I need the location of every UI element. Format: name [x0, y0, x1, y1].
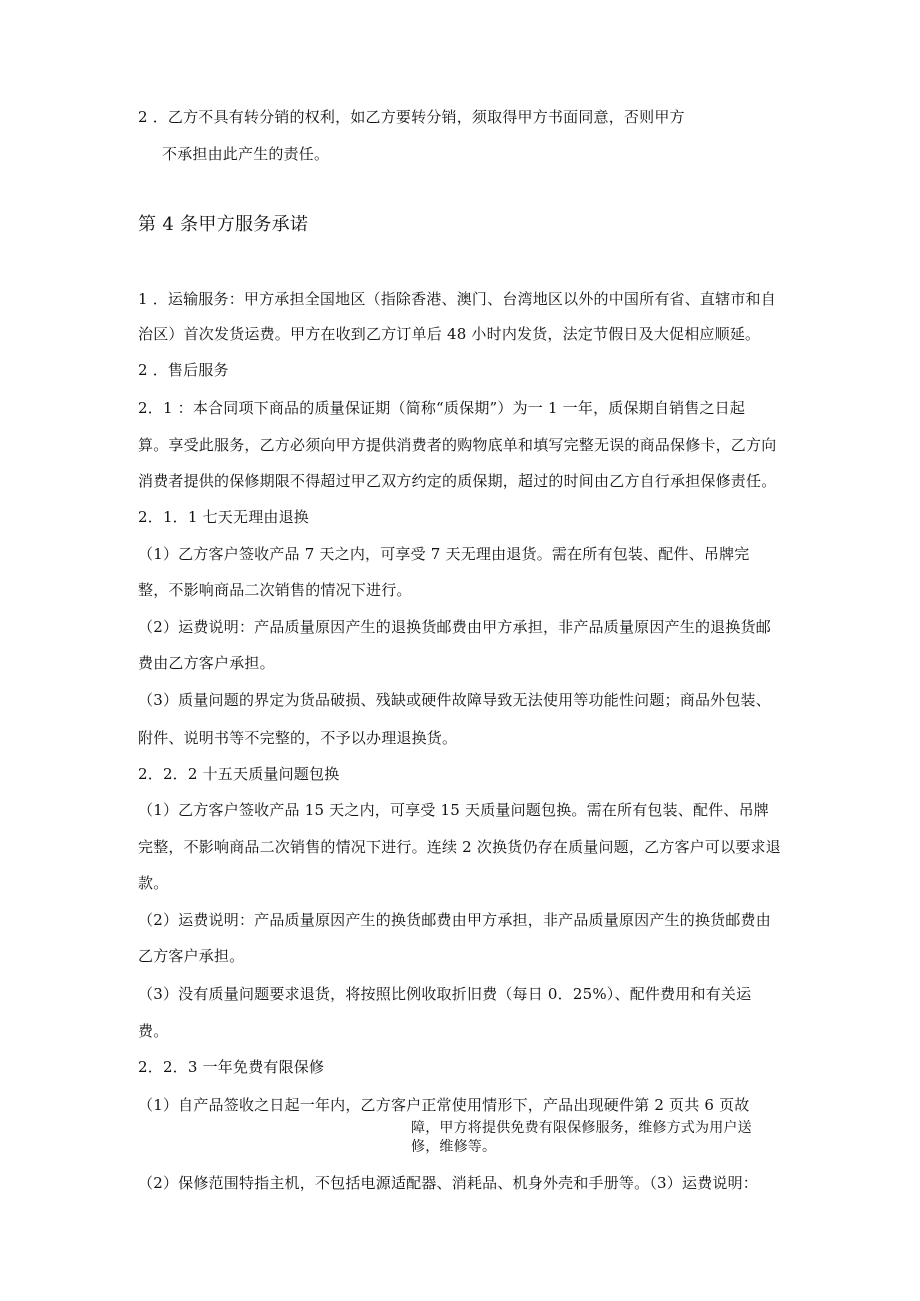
section-2-2-2-item-1-line-2: 完整，不影响商品二次销售的情况下进行。连续 2 次换货仍存在质量问题，乙方客户可以要求退 — [138, 838, 781, 856]
section-2-2-3-item-1-line-2: 障，甲方将提供免费有限保修服务，维修方式为用户送 — [411, 1120, 752, 1136]
section-2-2-2-item-2-line-1: （2）运费说明：产品质量原因产生的换货邮费由甲方承担，非产品质量原因产生的换货邮费由 — [138, 911, 771, 929]
section-2-heading: 2 ．售后服务 — [138, 361, 229, 379]
clause-2-line-2: 不承担由此产生的责任。 — [162, 145, 330, 163]
section-2-2-3-item-2-line-1: （2）保修范围特指主机，不包括电源适配器、消耗品、机身外壳和手册等。（3）运费说明： — [138, 1174, 758, 1192]
section-2-1-1-item-2-line-1: （2）运费说明：产品质量原因产生的退换货邮费由甲方承担，非产品质量原因产生的退换货邮 — [138, 618, 771, 636]
section-2-1-1-item-3-line-2: 附件、说明书等不完整的，不予以办理退换货。 — [138, 729, 458, 747]
section-2-2-2-item-3-line-1: （3）没有质量问题要求退货，将按照比例收取折旧费（每日 0．25%）、配件费用和有关运 — [138, 985, 752, 1003]
section-2-2-3-item-1-line-1: （1）自产品签收之日起一年内，乙方客户正常使用情形下，产品出现硬件第 2 页共 6 页故 — [138, 1096, 750, 1114]
section-2-1-line-1: 2．1 ：本合同项下商品的质量保证期（简称“质保期”）为一 1 一年，质保期自销售之日起 — [138, 399, 746, 417]
section-2-1-line-2: 算。享受此服务，乙方必须向甲方提供消费者的购物底单和填写完整无误的商品保修卡，乙方向 — [138, 436, 777, 454]
section-2-1-line-3: 消费者提供的保修期限不得超过甲乙双方约定的质保期，超过的时间由乙方自行承担保修责任。 — [138, 472, 777, 490]
section-2-2-2-heading: 2．2．2 十五天质量问题包换 — [138, 765, 340, 783]
section-2-2-3-heading: 2．2．3 一年免费有限保修 — [138, 1058, 325, 1076]
section-2-2-2-item-2-line-2: 乙方客户承担。 — [138, 947, 245, 965]
article-4-heading: 第 4 条甲方服务承诺 — [138, 214, 309, 235]
section-2-1-1-item-2-line-2: 费由乙方客户承担。 — [138, 654, 275, 672]
clause-2-line-1: 2 ．乙方不具有转分销的权利，如乙方要转分销，须取得甲方书面同意，否则甲方 — [138, 108, 685, 126]
section-1-line-1: 1 ．运输服务：甲方承担全国地区（指除香港、澳门、台湾地区以外的中国所有省、直辖市和自 — [138, 290, 776, 308]
section-2-1-1-item-1-line-2: 整，不影响商品二次销售的情况下进行。 — [138, 581, 412, 599]
section-2-1-1-item-3-line-1: （3）质量问题的界定为货品破损、残缺或硬件故障导致无法使用等功能性问题；商品外包装、 — [138, 691, 771, 709]
section-2-2-2-item-1-line-1: （1）乙方客户签收产品 15 天之内，可享受 15 天质量问题包换。需在所有包装、配件、吊牌 — [138, 801, 769, 819]
section-2-2-3-item-1-line-3: 修，维修等。 — [411, 1139, 497, 1155]
section-1-line-2: 治区）首次发货运费。甲方在收到乙方订单后 48 小时内发货，法定节假日及大促相应顺延。 — [138, 325, 761, 343]
section-2-2-2-item-3-line-2: 费。 — [138, 1022, 169, 1040]
section-2-2-2-item-1-line-3: 款。 — [138, 874, 169, 892]
section-2-1-1-heading: 2．1．1 七天无理由退换 — [138, 508, 309, 526]
section-2-1-1-item-1-line-1: （1）乙方客户签收产品 7 天之内，可享受 7 天无理由退货。需在所有包装、配件、吊牌完 — [138, 545, 750, 563]
